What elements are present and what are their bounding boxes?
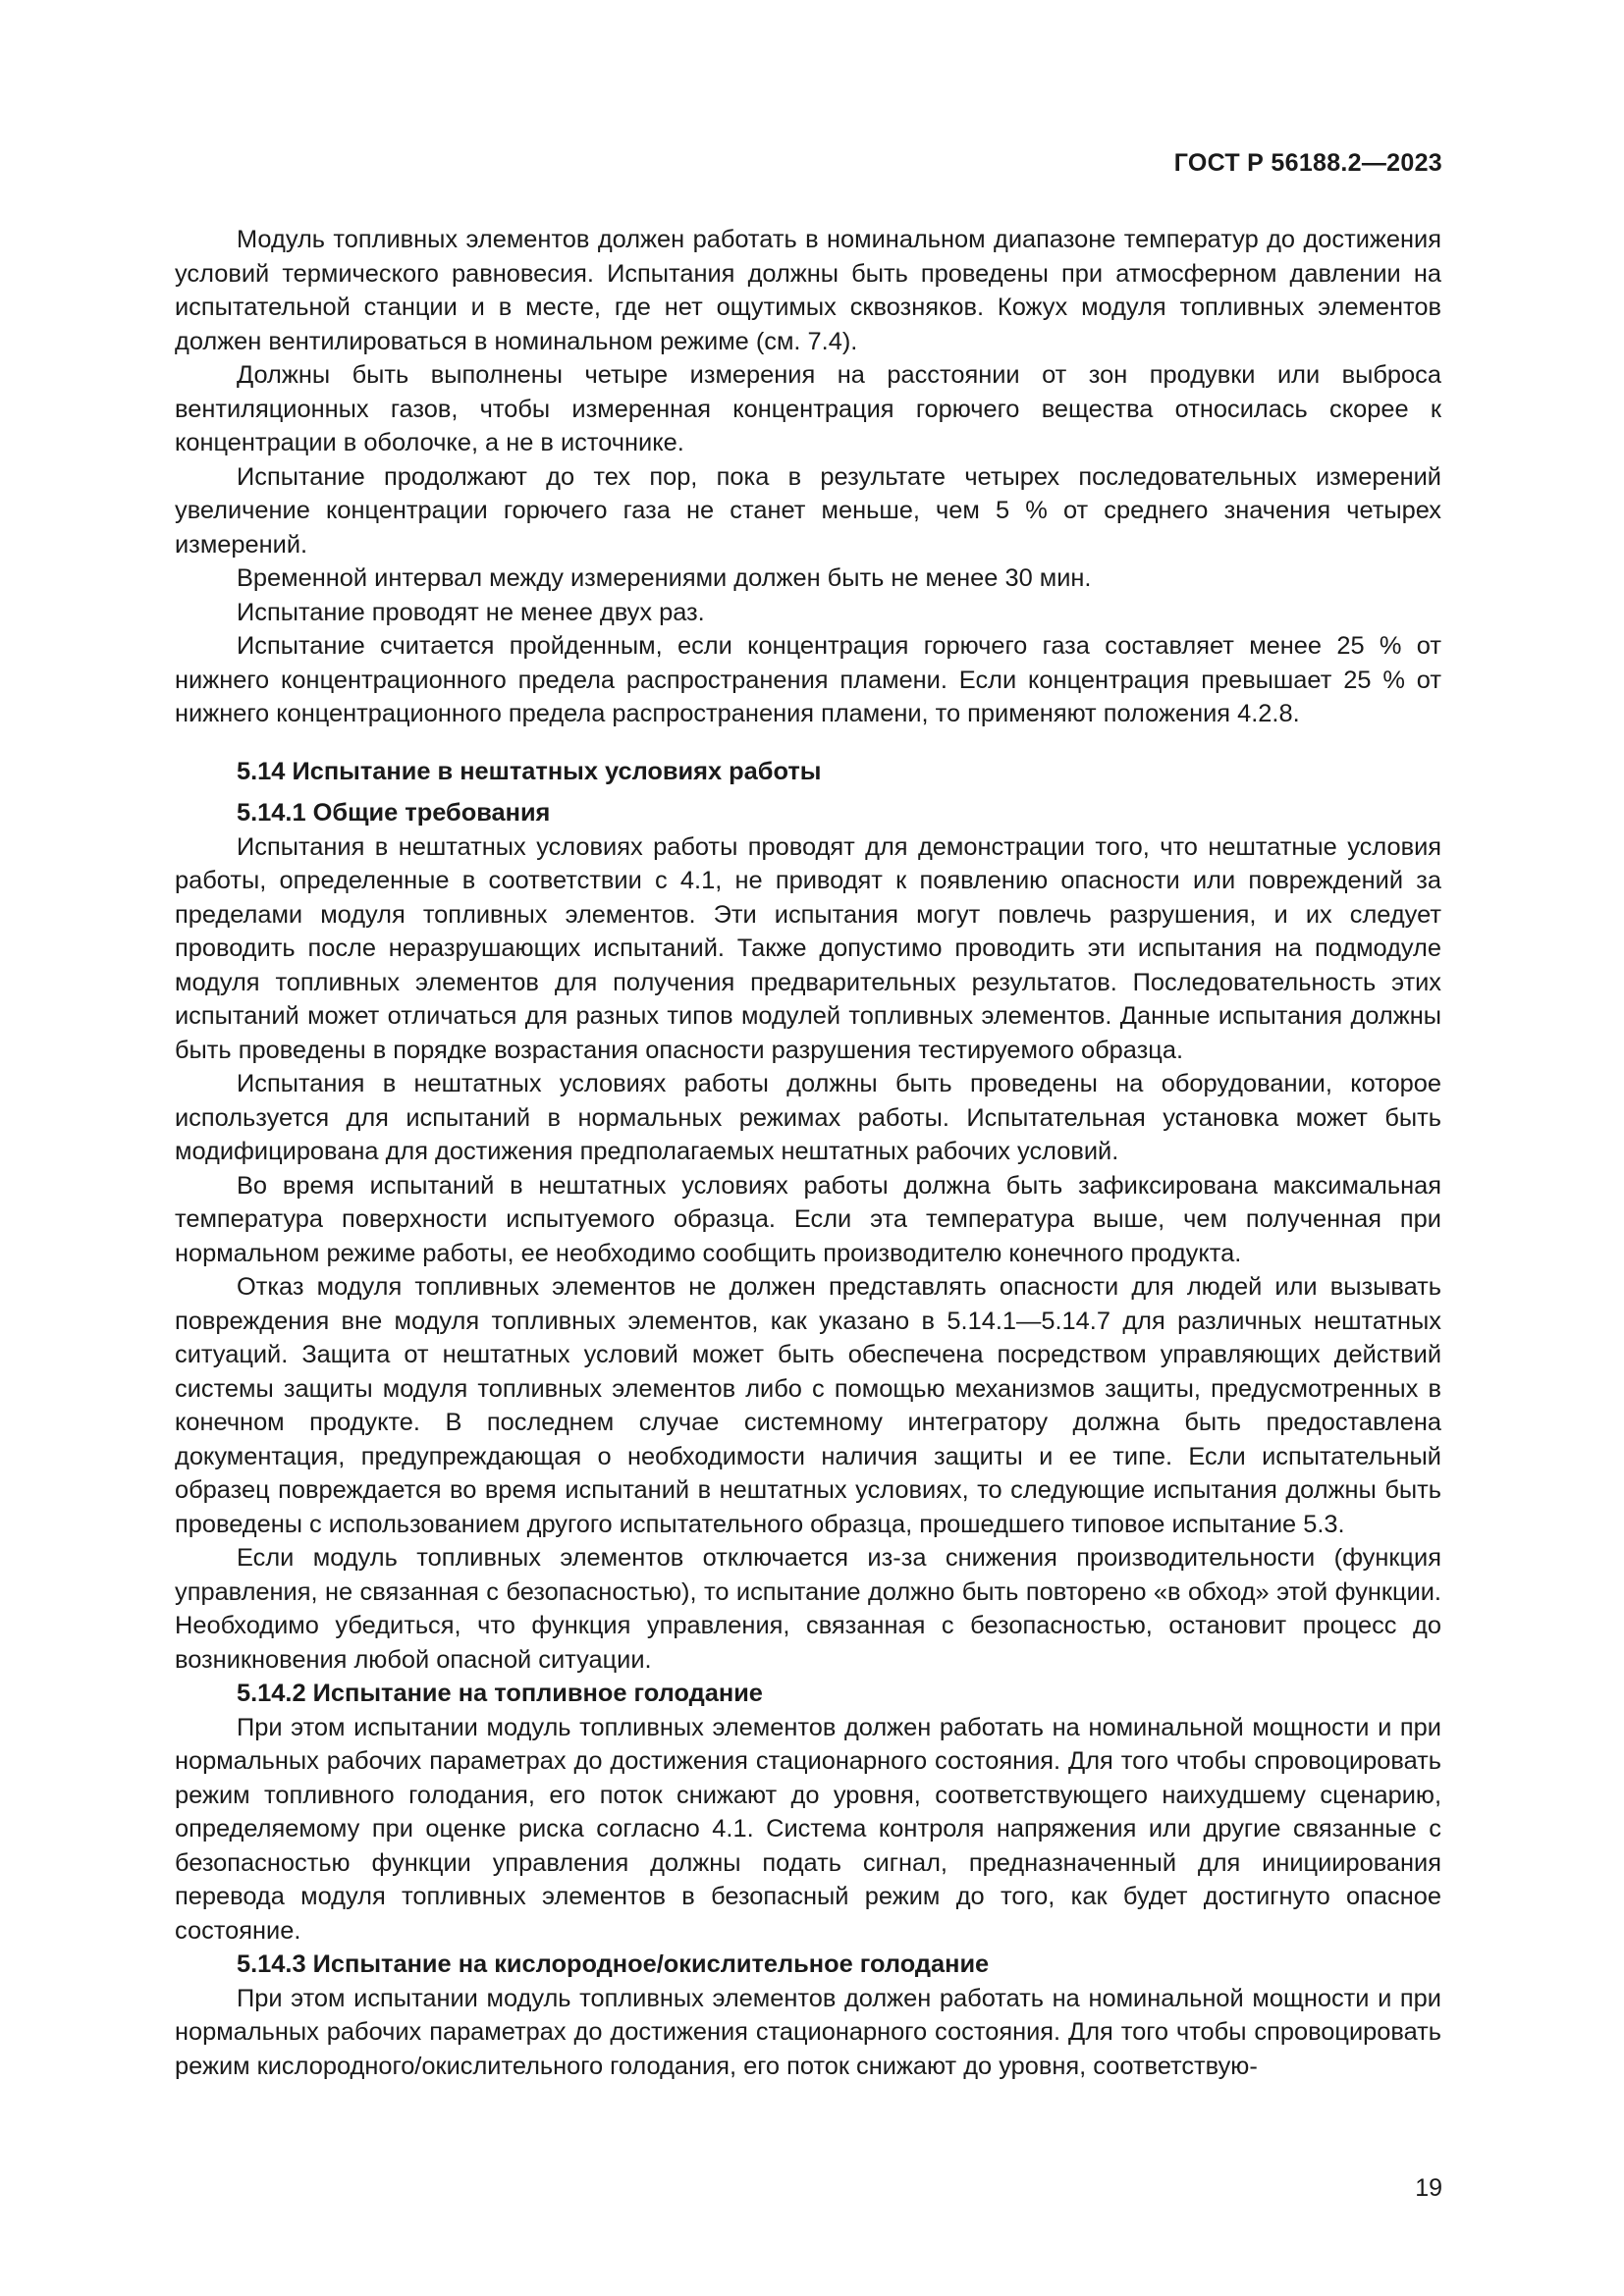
paragraph: Во время испытаний в нештатных условиях работы должна быть зафиксирована максимальная температура поверхности испытуемого образца. Если эта температура выше, чем полученная при нормальном режиме работы, ее необходимо сообщить производителю конечного продукта. <box>175 1171 1441 1267</box>
subsection-heading-5-14-2: 5.14.2 Испытание на топливное голодание <box>237 1680 763 1707</box>
document-header-id: ГОСТ Р 56188.2—2023 <box>1173 149 1442 177</box>
paragraph: Если модуль топливных элементов отключается из-за снижения производительности (функция управления, не связанная с безопасностью), то испытание должно быть повторено «в обход» этой функции. Необходимо убедиться, что функция управления, связанная с безопасностью, остановит процесс до возникновения любой опасной ситуации. <box>175 1544 1441 1674</box>
paragraph: При этом испытании модуль топливных элементов должен работать на номинальной мощности и при нормальных рабочих параметрах до достижения стационарного состояния. Для того чтобы спровоцировать режим кислородного/окислительного голодания, его поток снижают до уровня, соответствую- <box>175 1984 1441 2080</box>
paragraph: Испытание считается пройденным, если концентрация горючего газа составляет менее 25 % от нижнего концентрационного предела распространения пламени. Если концентрация превышает 25 % от нижнего концентрационного предела распространения пламени, то применяют положения 4.2.8. <box>175 632 1441 727</box>
paragraph: Испытание проводят не менее двух раз. <box>237 598 705 626</box>
paragraph: Испытание продолжают до тех пор, пока в результате четырех последовательных измерений увеличение концентрации горючего газа не станет меньше, чем 5 % от среднего значения четырех измерений. <box>175 462 1441 559</box>
page-number: 19 <box>1415 2174 1442 2202</box>
paragraph: Модуль топливных элементов должен работать в номинальном диапазоне температур до достижения условий термического равновесия. Испытания должны быть проведены при атмосферном давлении на испытательной станции и в месте, где нет ощутимых сквозняков. Кожух модуля топливных элементов должен вентилироваться в номинальном режиме (см. 7.4). <box>175 226 1441 355</box>
subsection-heading-5-14-3: 5.14.3 Испытание на кислородное/окислительное голодание <box>237 1950 990 1978</box>
paragraph: Временной интервал между измерениями должен быть не менее 30 мин. <box>237 564 1092 592</box>
paragraph: При этом испытании модуль топливных элементов должен работать на номинальной мощности и при нормальных рабочих параметрах до достижения стационарного состояния. Для того чтобы спровоцировать режим топливного голодания, его поток снижают до уровня, соответствующего наихудшему сценарию, определяемому при оценке риска согласно 4.1. Система контроля напряжения или другие связанные с безопасностью функции управления должны подать сигнал, предназначенный для инициирования перевода модуля топливных элементов в безопасный режим до того, как будет достигнуто опасное состояние. <box>175 1713 1441 1945</box>
document-body <box>175 223 1441 2083</box>
subsection-heading-5-14-1: 5.14.1 Общие требования <box>237 799 551 827</box>
paragraph: Должны быть выполнены четыре измерения на расстоянии от зон продувки или выброса вентиляционных газов, чтобы измеренная концентрация горючего вещества относилась скорее к концентрации в оболочке, а не в источнике. <box>175 361 1441 456</box>
paragraph: Испытания в нештатных условиях работы проводят для демонстрации того, что нештатные условия работы, определенные в соответствии с 4.1, не приводят к появлению опасности или повреждений за пределами модуля топливных элементов. Эти испытания могут повлечь разрушения, и их следует проводить после неразрушающих испытаний. Также допустимо проводить эти испытания на подмодуле модуля топливных элементов для получения предварительных результатов. Последовательность этих испытаний может отличаться для разных типов модулей топливных элементов. Данные испытания должны быть проведены в порядке возрастания опасности разрушения тестируемого образца. <box>175 832 1441 1064</box>
paragraph: Испытания в нештатных условиях работы должны быть проведены на оборудовании, которое используется для испытаний в нормальных режимах работы. Испытательная установка может быть модифицирована для достижения предполагаемых нештатных рабочих условий. <box>175 1070 1441 1165</box>
section-heading-5-14: 5.14 Испытание в нештатных условиях работы <box>237 757 822 785</box>
paragraph: Отказ модуля топливных элементов не должен представлять опасности для людей или вызывать повреждения вне модуля топливных элементов, как указано в 5.14.1—5.14.7 для различных нештатных ситуаций. Защита от нештатных условий может быть обеспечена посредством управляющих действий системы защиты модуля топливных элементов либо с помощью механизмов защиты, предусмотренных в конечном продукте. В последнем случае системному интегратору должна быть предоставлена документация, предупреждающая о необходимости наличия защиты и ее типе. Если испытательный образец повреждается во время испытаний в нештатных условиях, то следующие испытания должны быть проведены с использованием другого испытательного образца, прошедшего типовое испытание 5.3. <box>175 1273 1441 1538</box>
